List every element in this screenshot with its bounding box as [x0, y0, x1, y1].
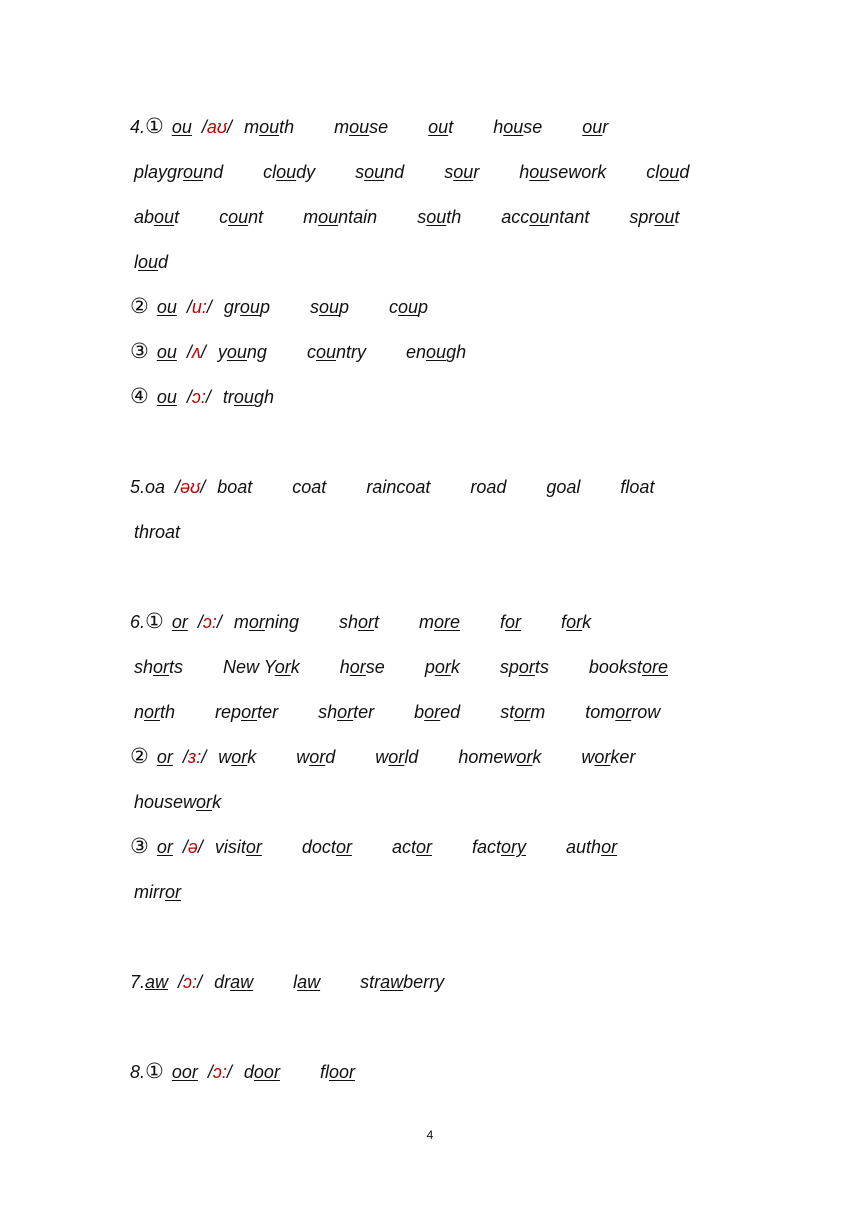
line-7	[130, 967, 840, 997]
section-number: 6.	[130, 612, 146, 632]
highlighted-letters: ore	[434, 612, 461, 632]
line-6-1	[130, 607, 840, 637]
highlighted-letters: or	[248, 612, 265, 632]
phonetic-symbol: /ʌ/	[187, 337, 206, 367]
highlighted-letters: ou	[503, 117, 524, 137]
example-word: mirror	[134, 882, 181, 902]
highlighted-letters: or	[424, 702, 441, 722]
example-word: more	[419, 612, 461, 632]
section-number: 4.	[130, 117, 146, 137]
phonetic-symbol: /aʊ/	[202, 112, 232, 142]
letter-combination: ou	[156, 342, 177, 362]
example-word: word	[296, 747, 336, 767]
highlighted-letters: ou	[349, 117, 370, 137]
line-4-4	[130, 382, 840, 412]
highlighted-letters: ou	[659, 162, 680, 182]
example-word: housework	[519, 162, 607, 182]
example-word: young	[217, 342, 267, 362]
highlighted-letters: ou	[276, 162, 297, 182]
highlighted-letters: or	[615, 702, 632, 722]
highlighted-letters: ou	[654, 207, 675, 227]
highlighted-letters: or	[388, 747, 405, 767]
phonetic-symbol: /ɔ:/	[178, 967, 202, 997]
item-marker: ③	[130, 835, 149, 858]
example-word: count	[219, 207, 264, 227]
example-word: north	[134, 702, 176, 722]
example-word: world	[375, 747, 419, 767]
highlighted-letters: aw	[297, 972, 321, 992]
highlighted-letters: ou	[426, 342, 447, 362]
ipa-text: ɔ:	[212, 1062, 227, 1082]
highlighted-letters: or	[241, 702, 258, 722]
highlighted-letters: ou	[183, 162, 204, 182]
example-word: New York	[223, 657, 300, 677]
line-4-1	[130, 112, 840, 142]
item-marker: ③	[130, 340, 149, 363]
highlighted-letters: or	[514, 702, 531, 722]
highlighted-letters: ou	[318, 207, 339, 227]
example-word: cloud	[646, 162, 690, 182]
example-word: floor	[319, 1062, 355, 1082]
highlighted-letters: ou	[453, 162, 474, 182]
line-5-cont	[130, 517, 840, 547]
highlighted-letters: or	[153, 657, 170, 677]
letter-combination: or	[156, 747, 173, 767]
highlighted-letters: or	[144, 702, 161, 722]
example-word: coup	[389, 297, 429, 317]
highlighted-letters: ou	[154, 207, 175, 227]
highlighted-letters: ou	[398, 297, 419, 317]
highlighted-letters: or	[357, 612, 374, 632]
section-number: 8.	[130, 1062, 146, 1082]
item-marker: ①	[145, 115, 164, 138]
example-word: accountant	[501, 207, 590, 227]
example-word: mountain	[303, 207, 378, 227]
highlighted-letters: ore	[641, 657, 668, 677]
letter-combination: aw	[145, 972, 169, 992]
highlighted-letters: ou	[364, 162, 385, 182]
highlighted-letters: or	[274, 657, 291, 677]
highlighted-letters: ou	[226, 342, 247, 362]
example-word: short	[338, 612, 379, 632]
highlighted-letters: or	[245, 837, 262, 857]
highlighted-letters: or	[505, 612, 522, 632]
example-word: sports	[499, 657, 549, 677]
example-word: loud	[134, 252, 169, 272]
example-word: doctor	[301, 837, 352, 857]
example-word: sprout	[629, 207, 680, 227]
highlighted-letters: or	[518, 657, 535, 677]
example-word: housework	[134, 792, 222, 812]
example-word: homework	[458, 747, 542, 767]
example-word: pork	[424, 657, 460, 677]
line-6-3-cont	[130, 877, 840, 907]
example-word: country	[306, 342, 366, 362]
phonetic-symbol: /ɔ:/	[198, 607, 222, 637]
ipa-text: aʊ	[206, 117, 228, 137]
highlighted-letters: ou	[138, 252, 159, 272]
highlighted-letters: or	[349, 657, 366, 677]
highlighted-letters: ou	[582, 117, 603, 137]
highlighted-letters: ou	[259, 117, 280, 137]
ipa-text: ʌ	[191, 342, 201, 362]
example-word: road	[470, 477, 507, 497]
highlighted-letters: oor	[328, 1062, 355, 1082]
example-word: morning	[233, 612, 299, 632]
ipa-text: ɔ:	[183, 972, 198, 992]
example-word: for	[500, 612, 522, 632]
example-word: trough	[222, 387, 274, 407]
ipa-text: əʊ	[180, 477, 201, 497]
line-4-1-cont-2	[130, 202, 840, 232]
phonetic-symbol: /ə/	[183, 832, 203, 862]
line-6-1-cont-2	[130, 697, 840, 727]
highlighted-letters: or	[601, 837, 618, 857]
example-word: goal	[546, 477, 581, 497]
example-word: sour	[444, 162, 480, 182]
example-word: sound	[355, 162, 405, 182]
highlighted-letters: or	[309, 747, 326, 767]
ipa-text: ɔ:	[202, 612, 217, 632]
letter-combination: ou	[156, 387, 177, 407]
highlighted-letters: aw	[230, 972, 254, 992]
highlighted-letters: aw	[380, 972, 404, 992]
letter-combination: or	[171, 612, 188, 632]
highlighted-letters: or	[335, 837, 352, 857]
example-word: tomorrow	[585, 702, 661, 722]
highlighted-letters: or	[196, 792, 213, 812]
example-word: playground	[134, 162, 224, 182]
example-word: south	[417, 207, 462, 227]
example-word: draw	[214, 972, 254, 992]
letter-combination: oor	[171, 1062, 198, 1082]
highlighted-letters: or	[337, 702, 354, 722]
example-word: about	[134, 207, 180, 227]
line-4-1-cont-1	[130, 157, 840, 187]
example-word: cloudy	[263, 162, 316, 182]
highlighted-letters: or	[594, 747, 611, 767]
highlighted-letters: ou	[428, 117, 449, 137]
item-marker: ②	[130, 295, 149, 318]
example-word: out	[428, 117, 454, 137]
example-word: group	[223, 297, 270, 317]
example-word: boat	[217, 477, 253, 497]
line-6-2	[130, 742, 840, 772]
example-word: shorts	[134, 657, 184, 677]
ipa-text: ɜ:	[187, 747, 202, 767]
example-word: reporter	[215, 702, 279, 722]
example-word: shorter	[318, 702, 375, 722]
highlighted-letters: ou	[315, 342, 336, 362]
example-word: soup	[309, 297, 350, 317]
ipa-text: ɔ:	[191, 387, 206, 407]
example-word: work	[218, 747, 257, 767]
ipa-text: u:	[191, 297, 207, 317]
highlighted-letters: ou	[239, 297, 260, 317]
highlighted-letters: or	[566, 612, 583, 632]
highlighted-letters: ou	[529, 207, 550, 227]
highlighted-letters: or	[231, 747, 248, 767]
letter-combination: ou	[171, 117, 192, 137]
phonetic-symbol: /ɔ:/	[187, 382, 211, 412]
highlighted-letters: ou	[233, 387, 254, 407]
phonetic-symbol: /ɜ:/	[183, 742, 206, 772]
example-word: horse	[339, 657, 385, 677]
example-word: house	[493, 117, 543, 137]
line-6-1-cont-1	[130, 652, 840, 682]
highlighted-letters: or	[164, 882, 181, 902]
example-word: coat	[292, 477, 327, 497]
line-6-3	[130, 832, 840, 862]
example-word: actor	[391, 837, 432, 857]
example-word: factory	[471, 837, 527, 857]
highlighted-letters: or	[415, 837, 432, 857]
example-word: raincoat	[366, 477, 431, 497]
item-marker: ①	[145, 610, 164, 633]
line-8-1	[130, 1057, 840, 1087]
highlighted-letters: ou	[529, 162, 550, 182]
example-word: visitor	[214, 837, 262, 857]
line-4-3	[130, 337, 840, 367]
phonetic-symbol: /u:/	[187, 292, 212, 322]
example-word: float	[620, 477, 655, 497]
letter-combination: ou	[156, 297, 177, 317]
example-word: author	[566, 837, 618, 857]
example-word: mouth	[244, 117, 295, 137]
line-5	[130, 472, 840, 502]
example-word: enough	[406, 342, 467, 362]
line-4-1-cont-3	[130, 247, 840, 277]
example-word: bored	[414, 702, 461, 722]
phonetic-symbol: /əʊ/	[175, 472, 205, 502]
section-number: 7.	[130, 972, 146, 992]
example-word: throat	[134, 522, 181, 542]
highlighted-letters: ou	[228, 207, 249, 227]
example-word: strawberry	[360, 972, 445, 992]
highlighted-letters: or	[516, 747, 533, 767]
example-word: mouse	[334, 117, 389, 137]
item-marker: ①	[145, 1060, 164, 1083]
highlighted-letters: ou	[426, 207, 447, 227]
highlighted-letters: ory	[501, 837, 527, 857]
section-number: 5.oa	[130, 477, 166, 497]
ipa-text: ə	[187, 837, 198, 857]
highlighted-letters: or	[434, 657, 451, 677]
phonetic-symbol: /ɔ:/	[208, 1057, 232, 1087]
example-word: door	[243, 1062, 280, 1082]
highlighted-letters: oor	[253, 1062, 280, 1082]
item-marker: ②	[130, 745, 149, 768]
example-word: fork	[561, 612, 592, 632]
example-word: storm	[500, 702, 546, 722]
highlighted-letters: ou	[318, 297, 339, 317]
example-word: bookstore	[588, 657, 668, 677]
example-word: law	[293, 972, 321, 992]
letter-combination: or	[156, 837, 173, 857]
page-number: 4	[426, 1128, 434, 1142]
line-6-2-cont	[130, 787, 840, 817]
item-marker: ④	[130, 385, 149, 408]
example-word: our	[582, 117, 609, 137]
example-word: worker	[581, 747, 636, 767]
line-4-2	[130, 292, 840, 322]
